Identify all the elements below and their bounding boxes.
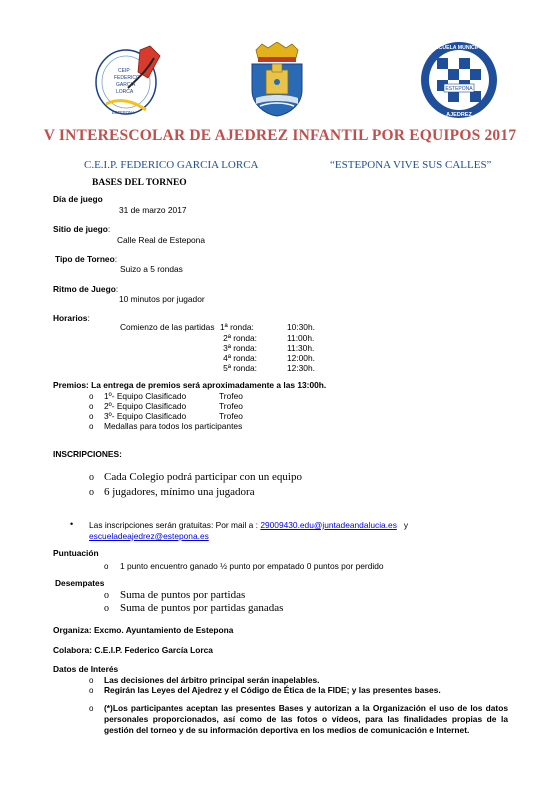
premio-equipo: 2º- Equipo Clasificado (104, 401, 187, 411)
ronda-time: 10:30h. (287, 322, 315, 332)
hollow-bullet: o (89, 686, 94, 695)
datos-label: Datos de Interés (53, 664, 119, 674)
colon: : (107, 224, 111, 234)
premio-trofeo: Trofeo (219, 391, 243, 401)
school-logo (88, 38, 168, 120)
chess-logo-name: ESTEPONA (445, 86, 473, 92)
school-logo-line: GARCIA (116, 82, 136, 88)
colon: : (87, 313, 90, 323)
email-link-junta[interactable]: 29009430.edu@juntadeandalucia.es (260, 520, 397, 530)
inscripcion-item: 6 jugadores, mínimo una jugadora (104, 486, 255, 498)
horarios-intro: Comienzo de las partidas (120, 322, 215, 332)
organiza-text: Organiza: Excmo. Ayuntamiento de Estepona (53, 625, 234, 635)
hollow-bullet: o (89, 422, 94, 431)
datos-consent: (*)Los participantes aceptan las presentes Bases y autorizan a la Organización el uso de los datos personales proporcionados, así como de las fotos o vídeos, para las finalidades propias de la gestión del torneo y de su información deportiva en los medios de comunicación e Internet. (104, 703, 508, 735)
ronda-time: 12:30h. (287, 363, 315, 373)
bases-heading: BASES DEL TORNEO (92, 178, 187, 188)
sitio-label: Sitio de juego (53, 224, 108, 234)
fecha-label: Día de juego (53, 194, 103, 204)
hollow-bullet: o (89, 402, 94, 411)
solid-bullet: • (70, 519, 74, 529)
fecha-value: 31 de marzo 2017 (119, 205, 187, 215)
chess-logo-bottom: AJEDREZ (446, 112, 472, 118)
premio-equipo: 1º- Equipo Clasificado (104, 391, 187, 401)
school-subtitle: C.E.I.P. FEDERICO GARCIA LORCA (84, 159, 259, 171)
inscripciones-label: INSCRIPCIONES: (53, 449, 122, 459)
hollow-bullet: o (104, 562, 109, 571)
school-logo-line: CEIP (118, 68, 130, 74)
datos-item: Regirán las Leyes del Ajedrez y el Código de Ética de la FIDE; y las presentes bases. (104, 685, 441, 695)
hollow-bullet: o (89, 487, 94, 498)
estepona-coat-of-arms (246, 42, 308, 118)
ronda-label: 2ª ronda: (223, 333, 257, 343)
datos-item: Las decisiones del árbitro principal serán inapelables. (104, 675, 320, 685)
ronda-label: 3ª ronda: (223, 343, 257, 353)
hollow-bullet: o (89, 412, 94, 421)
colon: : (115, 284, 119, 294)
premio-equipo: 3º- Equipo Clasificado (104, 411, 187, 421)
desempate-item: Suma de puntos por partidas ganadas (120, 602, 284, 614)
hollow-bullet: o (89, 472, 94, 483)
inscripcion-item: Cada Colegio podrá participar con un equipo (104, 471, 302, 483)
ronda-label: 1ª ronda: (220, 322, 254, 332)
ronda-label: 4ª ronda: (223, 353, 257, 363)
tipo-value: Suizo a 5 rondas (120, 264, 183, 274)
email-link-escuela[interactable]: escueladeajedrez@estepona.es (89, 531, 209, 541)
ronda-label: 5ª ronda: (223, 363, 257, 373)
horarios-label: Horarios (53, 313, 88, 323)
hollow-bullet: o (89, 392, 94, 401)
premio-trofeo: Trofeo (219, 411, 243, 421)
tipo-label: Tipo de Torneo (55, 254, 115, 264)
colon: : (114, 254, 118, 264)
hollow-bullet: o (89, 704, 94, 713)
ritmo-value: 10 minutos por jugador (119, 294, 205, 304)
puntuacion-label: Puntuación (53, 548, 99, 558)
premios-label: Premios: La entrega de premios será aproximadamente a las 13:00h. (53, 380, 327, 390)
hollow-bullet: o (89, 676, 94, 685)
and-text: y (403, 520, 409, 530)
ronda-time: 11:00h. (287, 333, 315, 343)
desempate-item: Suma de puntos por partidas (120, 589, 246, 601)
ronda-time: 11:30h. (287, 343, 315, 353)
chess-school-logo (418, 40, 500, 120)
hollow-bullet: o (104, 603, 109, 614)
school-logo-line: ESTEPONA (112, 110, 135, 115)
puntuacion-value: 1 punto encuentro ganado ½ punto por empatado 0 puntos por perdido (120, 561, 384, 571)
chess-logo-top: ESCUELA MUNICIPAL (431, 45, 487, 51)
premio-medallas: Medallas para todos los participantes (104, 421, 243, 431)
slogan-subtitle: “ESTEPONA VIVE SUS CALLES” (330, 159, 492, 171)
ritmo-label: Ritmo de Juego (53, 284, 116, 294)
desempates-label: Desempates (55, 578, 105, 588)
document-title: V INTERESCOLAR DE AJEDREZ INFANTIL POR EQUIPOS 2017 (43, 127, 517, 144)
sitio-value: Calle Real de Estepona (117, 235, 205, 245)
school-logo-line: LORCA (116, 89, 134, 95)
school-logo-line: FEDERICO (114, 75, 140, 81)
colabora-text: Colabora: C.E.I.P. Federico García Lorca (53, 645, 213, 655)
hollow-bullet: o (104, 590, 109, 601)
inscripciones-text: Las inscripciones serán gratuitas: Por mail a : (89, 520, 258, 530)
ronda-time: 12:00h. (287, 353, 315, 363)
premio-trofeo: Trofeo (219, 401, 243, 411)
